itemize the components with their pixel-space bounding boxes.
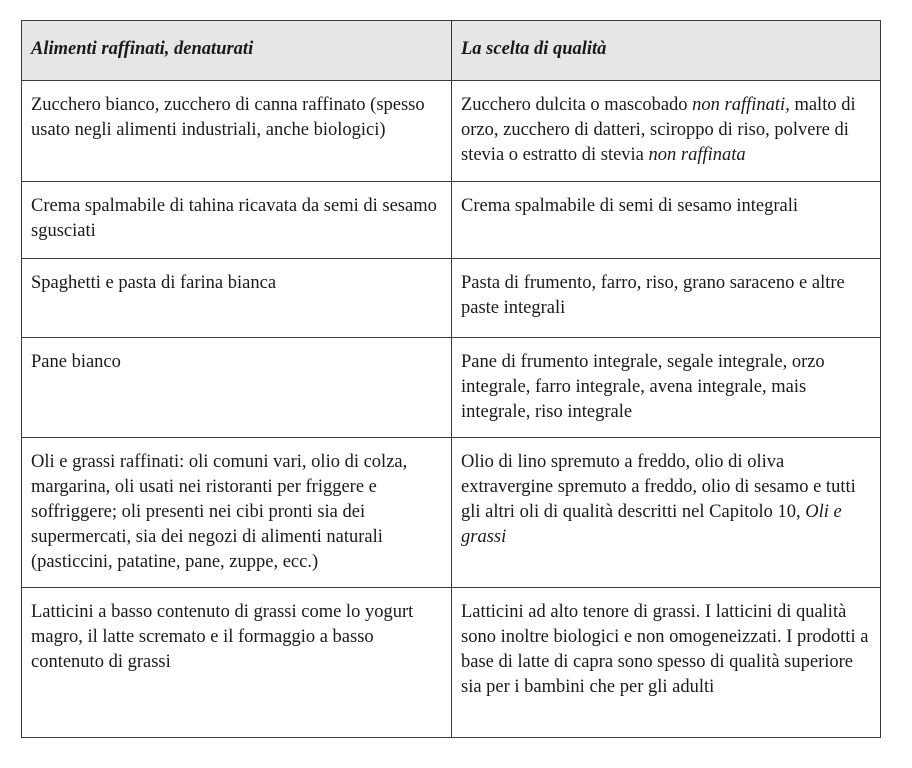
cell-refined: Zucchero bianco, zucchero di canna raffinato (spesso usato negli alimenti industriali, anche biologici) [22,81,452,182]
cell-quality: Pasta di frumento, farro, riso, grano saraceno e altre paste integrali [452,259,881,338]
table-row [22,182,881,259]
cell-text: , malto di orzo, zucchero di datteri, sciroppo di riso, polvere di stevia o estratto di stevia [461,95,856,165]
comparison-table [21,20,881,738]
table-row [22,438,881,588]
cell-refined: Spaghetti e pasta di farina bianca [22,259,452,338]
cell-refined: Crema spalmabile di tahina ricavata da semi di sesamo sgusciati [22,182,452,259]
cell-refined: Latticini a basso contenuto di grassi come lo yogurt magro, il latte scremato e il formaggio a basso contenuto di grassi [22,588,452,738]
cell-text-italic: non raffinati [692,95,786,115]
cell-text: Zucchero dulcita o mascobado [461,95,693,115]
table-header-row [22,21,881,81]
cell-refined: Oli e grassi raffinati: oli comuni vari, olio di colza, margarina, oli usati nei ristoranti per friggere e soffriggere; oli presenti nei cibi pronti sia dei supermercati, sia dei negozi di alimenti naturali (pasticcini, patatine, pane, zuppe, ecc.) [22,438,452,588]
table-row [22,338,881,438]
table-row [22,259,881,338]
table-row [22,588,881,738]
cell-text-italic: non raffinata [648,145,746,165]
cell-quality: Pane di frumento integrale, segale integrale, orzo integrale, farro integrale, avena integrale, mais integrale, riso integrale [452,338,881,438]
cell-quality: Crema spalmabile di semi di sesamo integrali [452,182,881,259]
table-row [22,81,881,182]
cell-refined: Pane bianco [22,338,452,438]
cell-text: Olio di lino spremuto a freddo, olio di oliva extravergine spremuto a freddo, olio di sesamo e tutti gli altri oli di qualità descritti nel Capitolo 10, [461,452,856,522]
cell-quality [452,438,881,588]
header-refined-foods: Alimenti raffinati, denaturati [22,21,452,81]
header-quality-choice: La scelta di qualità [452,21,881,81]
cell-quality [452,81,881,182]
cell-quality: Latticini ad alto tenore di grassi. I latticini di qualità sono inoltre biologici e non omogeneizzati. I prodotti a base di latte di capra sono spesso di qualità superiore sia per i bambini che per gli adulti [452,588,881,738]
cell-text-italic: Oli e grassi [461,502,842,547]
